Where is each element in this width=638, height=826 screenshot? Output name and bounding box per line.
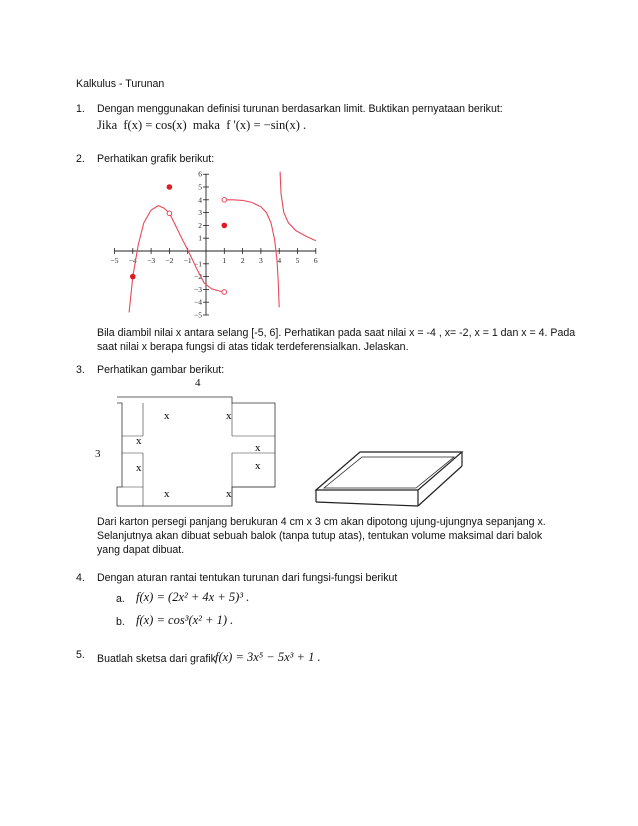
x-tick-label: −5 xyxy=(110,256,119,265)
q3-text: Perhatikan gambar berikut: xyxy=(97,364,225,376)
q5-number: 5. xyxy=(76,649,85,661)
filled-point xyxy=(222,223,228,229)
q1-number: 1. xyxy=(76,103,85,115)
cut-mark-x: x xyxy=(136,462,142,474)
function-curve xyxy=(224,200,282,307)
y-tick-label: 1 xyxy=(198,233,202,243)
cut-mark-x: x xyxy=(226,488,232,500)
q3-text-after-3: yang dapat dibuat. xyxy=(97,544,185,556)
q2-text-after-1: Bila diambil nilai x antara selang [-5, 6]. Perhatikan pada saat nilai x = -4 , x= -2, x = 1 dan x = 4. Pada xyxy=(97,327,576,339)
open-point xyxy=(222,198,227,203)
x-tick-label: −1 xyxy=(183,256,192,265)
document-title: Kalkulus - Turunan xyxy=(76,78,165,90)
x-tick-label: −3 xyxy=(147,256,156,265)
open-point xyxy=(222,290,227,295)
graph-points xyxy=(130,184,227,294)
x-tick-label: −4 xyxy=(128,256,137,265)
cut-mark-x: x xyxy=(226,410,232,422)
q4b-formula: f(x) = cos³(x² + 1) . xyxy=(136,613,234,627)
graph-ticks xyxy=(111,170,318,320)
x-tick-label: 1 xyxy=(222,256,227,265)
cut-mark-x: x xyxy=(255,460,261,472)
cut-mark-x: x xyxy=(255,442,261,454)
function-curve xyxy=(280,172,316,241)
y-tick-label: 5 xyxy=(198,182,202,192)
q5-formula: f(x) = 3x⁵ − 5x³ + 1 . xyxy=(215,650,321,664)
x-tick-label: 4 xyxy=(277,256,282,265)
q4a-label: a. xyxy=(116,593,125,605)
q3-number: 3. xyxy=(76,364,85,376)
carton-diagram xyxy=(115,393,280,511)
y-tick-label: −3 xyxy=(194,284,202,294)
cut-mark-x: x xyxy=(164,488,170,500)
q5-text: Buatlah sketsa dari grafik xyxy=(97,653,216,665)
x-tick-label: 6 xyxy=(313,256,318,265)
x-tick-label: 2 xyxy=(240,256,245,265)
y-tick-label: −5 xyxy=(194,310,202,320)
q4-number: 4. xyxy=(76,572,85,584)
q3-text-after-1: Dari karton persegi panjang berukuran 4 cm x 3 cm akan dipotong ujung-ujungnya sepanjang x. xyxy=(97,516,546,528)
q2-text: Perhatikan grafik berikut: xyxy=(97,153,215,165)
filled-point xyxy=(167,184,173,190)
function-graph xyxy=(92,166,330,320)
y-tick-label: 3 xyxy=(198,208,202,218)
graph-axes xyxy=(115,174,316,315)
y-tick-label: −4 xyxy=(194,297,202,307)
x-tick-label: 3 xyxy=(259,256,263,265)
y-tick-label: 2 xyxy=(198,220,202,230)
open-point xyxy=(167,211,172,216)
carton-width-label: 4 xyxy=(195,377,201,389)
q1-formula: Jika f(x) = cos(x) maka f '(x) = −sin(x) . xyxy=(97,118,307,132)
q3-text-after-2: Selanjutnya akan dibuat sebuah balok (tanpa tutup atas), tentukan volume maksimal dari balok xyxy=(97,530,543,542)
y-tick-label: −2 xyxy=(194,272,202,282)
y-tick-label: 6 xyxy=(198,169,202,179)
open-box-diagram xyxy=(312,448,468,512)
q1-text: Dengan menggunakan definisi turunan berdasarkan limit. Buktikan pernyataan berikut: xyxy=(97,103,503,115)
y-tick-label: −1 xyxy=(194,259,202,269)
q2-number: 2. xyxy=(76,153,85,165)
carton-height-label: 3 xyxy=(95,448,101,460)
cut-mark-x: x xyxy=(136,435,142,447)
x-tick-label: 5 xyxy=(295,256,300,265)
cut-mark-x: x xyxy=(164,410,170,422)
y-tick-label: 4 xyxy=(198,195,202,205)
filled-point xyxy=(130,274,136,280)
q4-text: Dengan aturan rantai tentukan turunan dari fungsi-fungsi berikut xyxy=(97,572,398,584)
q4b-label: b. xyxy=(116,616,125,628)
q2-text-after-2: saat nilai x berapa fungsi di atas tidak terdeferensialkan. Jelaskan. xyxy=(97,341,409,353)
x-tick-label: −2 xyxy=(165,256,174,265)
q4a-formula: f(x) = (2x² + 4x + 5)³ . xyxy=(136,590,250,604)
